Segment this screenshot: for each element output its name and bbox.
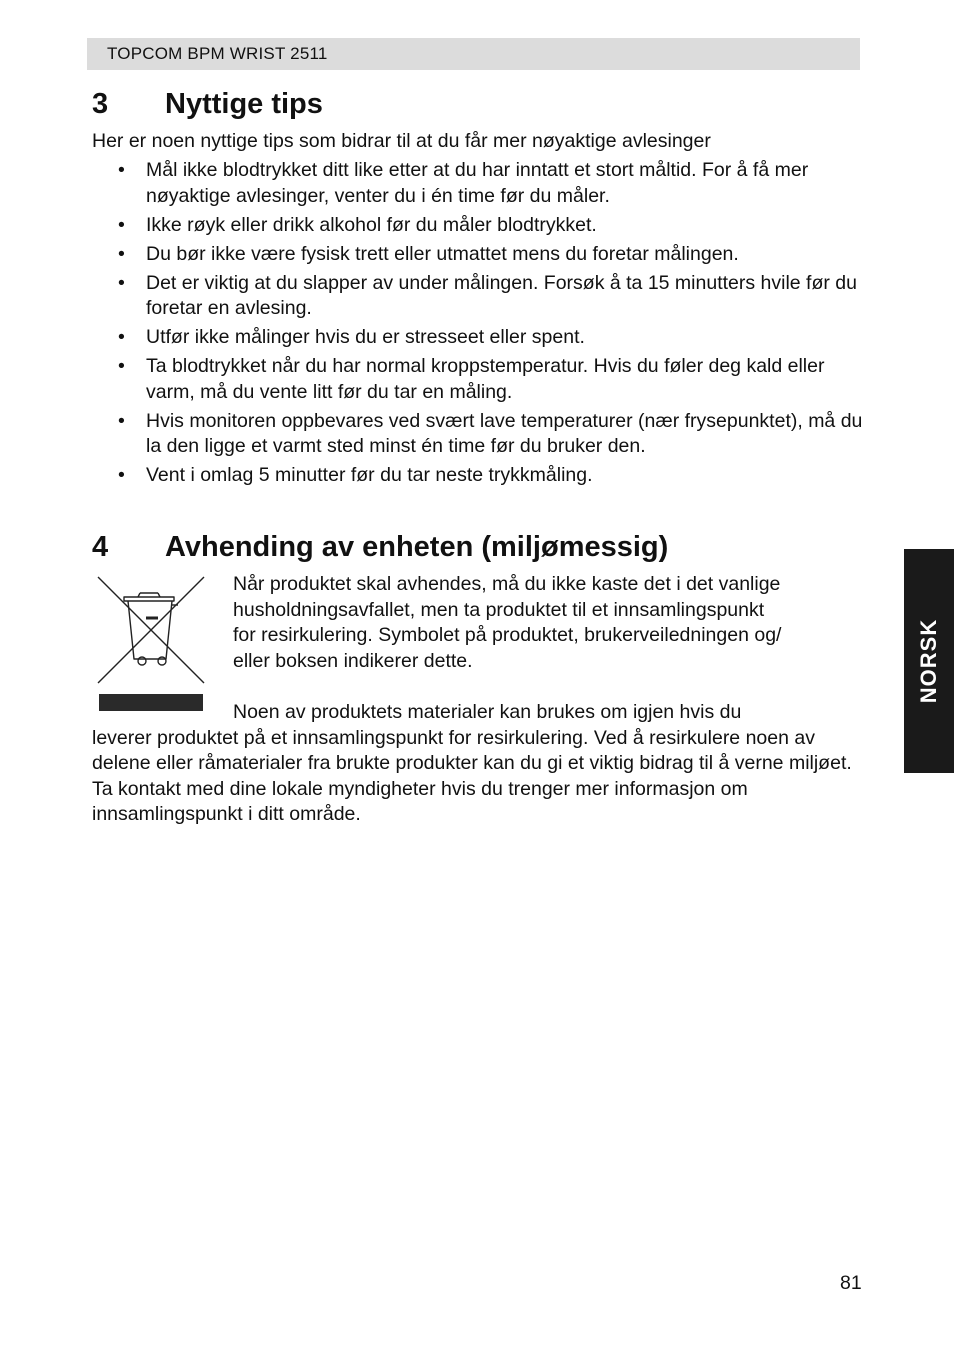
list-item xyxy=(92,242,867,268)
tips-list xyxy=(92,158,867,492)
running-header xyxy=(87,38,860,70)
bullet: • xyxy=(118,271,125,294)
running-header-title: TOPCOM BPM WRIST 2511 xyxy=(107,44,328,63)
section-4-heading xyxy=(92,531,668,564)
tip-text: Du bør ikke være fysisk trett eller utmattet mens du foretar målingen. xyxy=(146,242,739,265)
disposal-paragraph-1 xyxy=(233,572,873,674)
text-line: husholdningsavfallet, men ta produktet til et innsamlingspunkt xyxy=(233,598,765,621)
tip-text: Ikke røyk eller drikk alkohol før du måler blodtrykket. xyxy=(146,213,597,236)
bullet: • xyxy=(118,355,125,377)
bullet: • xyxy=(118,213,125,236)
text-line: Noen av produktets materialer kan brukes om igjen hvis du xyxy=(233,701,742,723)
paragraph-text: leverer produktet på et innsamlingspunkt for resirkulering. Ved å resirkulere noen av delene eller råmaterialer fra brukte produkter kan du gi et viktig bidrag til å verne miljøet. xyxy=(92,726,852,774)
bullet: • xyxy=(118,242,125,265)
section-4-number: 4 xyxy=(92,531,109,563)
list-item xyxy=(92,409,867,460)
bullet: • xyxy=(118,159,125,181)
bullet: • xyxy=(118,464,125,486)
text-line: eller boksen indikerer dette. xyxy=(233,649,473,672)
section-3-title: Nyttige tips xyxy=(165,88,323,120)
contact-paragraph: Ta kontakt med dine lokale myndigheter hvis du trenger mer informasjon om innsamlingspunkt i ditt område. xyxy=(92,777,748,825)
list-item xyxy=(92,463,867,489)
tip-text: Vent i omlag 5 minutter før du tar neste trykkmåling. xyxy=(146,464,593,486)
list-item xyxy=(92,325,867,351)
language-tab-label: NORSK xyxy=(916,618,941,704)
bullet: • xyxy=(118,409,125,432)
tip-text: Utfør ikke målinger hvis du er stresseet eller spent. xyxy=(146,326,585,348)
section-3-intro: Her er noen nyttige tips som bidrar til at du får mer nøyaktige avlesinger xyxy=(92,130,711,152)
language-tab xyxy=(904,549,954,773)
tip-text: Hvis monitoren oppbevares ved svært lave temperaturer (nær frysepunktet), må du la den ligge et varmt sted minst én time før du bruker den. xyxy=(146,409,863,457)
tip-text: Mål ikke blodtrykket ditt like etter at du har inntatt et stort måltid. For å få mer nøyaktige avlesinger, venter du i én time før du måler. xyxy=(146,159,809,207)
list-item xyxy=(92,271,867,322)
list-item xyxy=(92,354,867,405)
list-item xyxy=(92,213,867,239)
bullet: • xyxy=(118,326,125,348)
tip-text: Ta blodtrykket når du har normal kroppstemperatur. Hvis du føler deg kald eller varm, må du vente litt før du tar en måling. xyxy=(146,355,825,403)
list-item xyxy=(92,158,867,209)
page-number: 81 xyxy=(840,1272,862,1294)
crossed-out-wheelie-bin-icon xyxy=(96,575,206,712)
section-3-number: 3 xyxy=(92,88,109,120)
section-3-heading xyxy=(92,88,323,121)
disposal-paragraph-2 xyxy=(92,700,867,828)
tip-text: Det er viktig at du slapper av under målingen. Forsøk å ta 15 minutters hvile før du foretar en avlesing. xyxy=(146,271,857,319)
text-line: Når produktet skal avhendes, må du ikke kaste det i det vanlige xyxy=(233,573,781,595)
section-4-title: Avhending av enheten (miljømessig) xyxy=(165,531,669,563)
text-line: for resirkulering. Symbolet på produktet, brukerveiledningen og/ xyxy=(233,624,782,646)
